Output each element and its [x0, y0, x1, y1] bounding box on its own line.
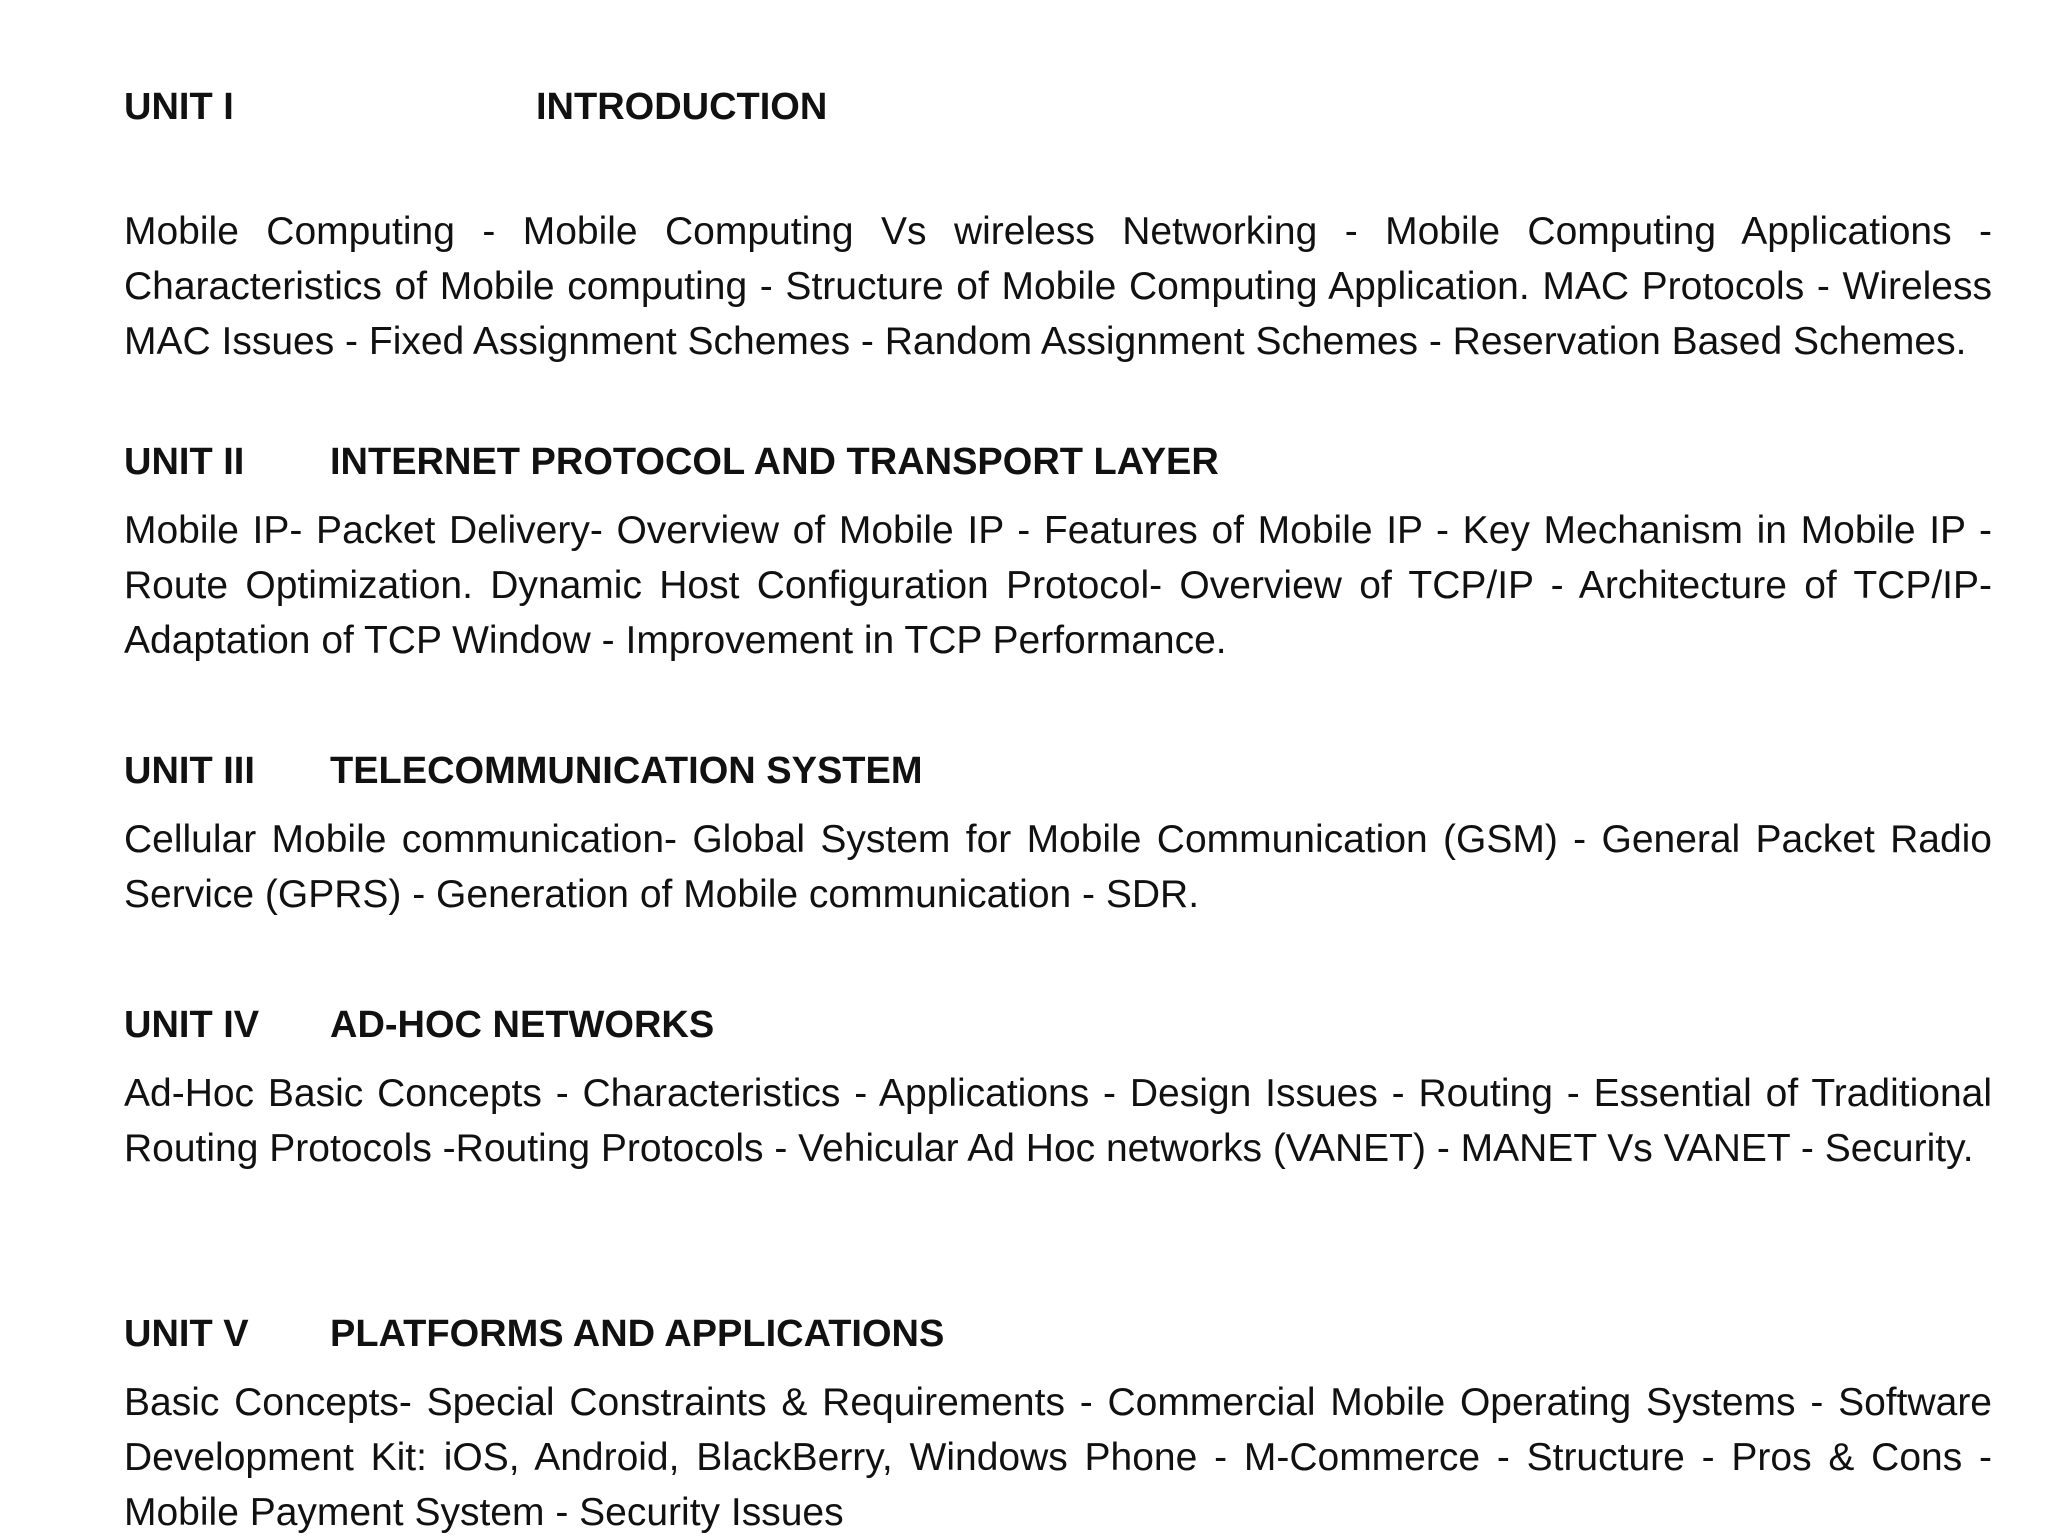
unit-4-heading [124, 1000, 1992, 1050]
unit-4-title: AD-HOC NETWORKS [330, 1004, 715, 1046]
unit-5-title: PLATFORMS AND APPLICATIONS [330, 1313, 945, 1355]
unit-1-number: UNIT I [124, 86, 234, 128]
unit-1-title: INTRODUCTION [536, 86, 828, 128]
unit-3-description: Cellular Mobile communication- Global System for Mobile Communication (GSM) - General Packet Radio Service (GPRS) - Generation of Mobile communication - SDR. [124, 818, 1992, 916]
unit-5-section [124, 1309, 1992, 1540]
unit-4-number: UNIT IV [124, 1004, 260, 1046]
unit-5-number: UNIT V [124, 1313, 249, 1355]
unit-4-description: Ad-Hoc Basic Concepts - Characteristics - Applications - Design Issues - Routing - Essential of Traditional Routing Protocols -Routing Protocols - Vehicular Ad Hoc networks (VANET) - MANET Vs VANET - Security. [124, 1072, 1992, 1170]
unit-1-section [124, 82, 1992, 369]
unit-1-description: Mobile Computing - Mobile Computing Vs wireless Networking - Mobile Computing Applications - Characteristics of Mobile computing - Structure of Mobile Computing Application. MAC Protocols - Wireless MAC Issues - Fixed Assignment Schemes - Random Assignment Schemes - Reservation Based Schemes. [124, 210, 1992, 363]
unit-2-section [124, 437, 1992, 668]
unit-3-heading [124, 746, 1992, 796]
unit-5-description: Basic Concepts- Special Constraints & Requirements - Commercial Mobile Operating Systems - Software Development Kit: iOS, Android, BlackBerry, Windows Phone - M-Commerce - Structure - Pros & Cons - Mobile Payment System - Security Issues [124, 1381, 1992, 1534]
unit-2-number: UNIT II [124, 441, 245, 483]
unit-4-section [124, 1000, 1992, 1176]
unit-2-description: Mobile IP- Packet Delivery- Overview of Mobile IP - Features of Mobile IP - Key Mechanism in Mobile IP - Route Optimization. Dynamic Host Configuration Protocol- Overview of TCP/IP - Architecture of TCP/IP- Adaptation of TCP Window - Improvement in TCP Performance. [124, 509, 1992, 662]
unit-3-title: TELECOMMUNICATION SYSTEM [330, 750, 923, 792]
unit-3-section [124, 746, 1992, 922]
unit-5-heading [124, 1309, 1992, 1359]
unit-2-title: INTERNET PROTOCOL AND TRANSPORT LAYER [330, 441, 1219, 483]
unit-1-heading [124, 82, 1992, 132]
unit-2-heading [124, 437, 1992, 487]
unit-3-number: UNIT III [124, 750, 255, 792]
